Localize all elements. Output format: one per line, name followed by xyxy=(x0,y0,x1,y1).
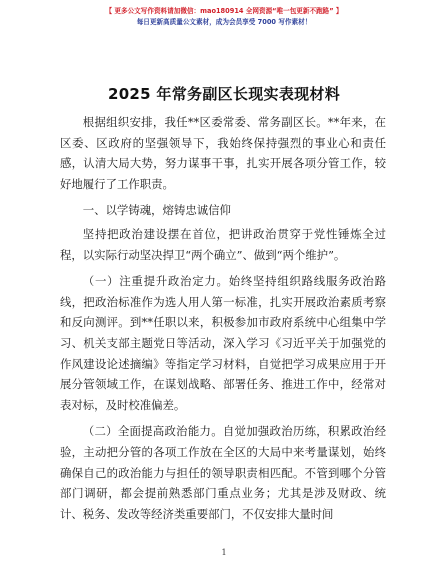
paragraph-intro: 根据组织安排，我任**区委常委、常务副区长。**年来，在区委、区政府的坚强领导下，我始终保持强烈的事业心和责任感，认清大局大势，努力谋事干事，扎实开展各项分管工作，较好地履行了工作职责。 xyxy=(60,115,386,191)
paragraph-subsection-2: （二）全面提高政治能力。自觉加强政治历练，积累政治经验，主动把分管的各项工作放在全区的大局中来考量谋划，始终确保自己的政治能力与担任的领导职责相匹配。不管到哪个分管部门调研，都会提前熟悉部门重点业务；尤其是涉及财政、统计、税务、发改等经济类重要部门，不仅安排大量时间 xyxy=(60,424,386,521)
page-number: 1 xyxy=(221,548,227,557)
promo-banner-line-1: 【 更多公文写作资料请加微信：mao180914 全网资源“唯一包更新不跑路” 】 xyxy=(105,7,343,15)
document-body xyxy=(60,112,386,530)
paragraph-subsection-1: （一）注重提升政治定力。始终坚持组织路线服务政治路线，把政治标准作为选人用人第一标准，扎实开展政治素质考察和反向测评。到**任职以来，积极参加市政府系统中心组集中学习、机关支部主题党日等活动，深入学习《习近平关于加强党的作风建设论述摘编》等指定学习材料，自觉把学习成果应用于开展分管领域工作，在谋划战略、部署任务、推进工作中，经常对表对标，及时校准偏差。 xyxy=(60,274,386,412)
paragraph-section-1-intro: 坚持把政治建设摆在首位，把讲政治贯穿于党性锤炼全过程，以实际行动坚决捍卫“两个确立”、做到“两个维护”。 xyxy=(60,226,386,262)
promo-banner xyxy=(0,6,448,28)
section-heading-1: 一、以学铸魂，熔铸忠诚信仰 xyxy=(82,203,231,218)
document-title: 2025 年常务副区长现实表现材料 xyxy=(107,85,341,103)
promo-banner-line-2: 每日更新高质量公文素材，成为会员享受 7000 写作素材！ xyxy=(136,18,312,26)
